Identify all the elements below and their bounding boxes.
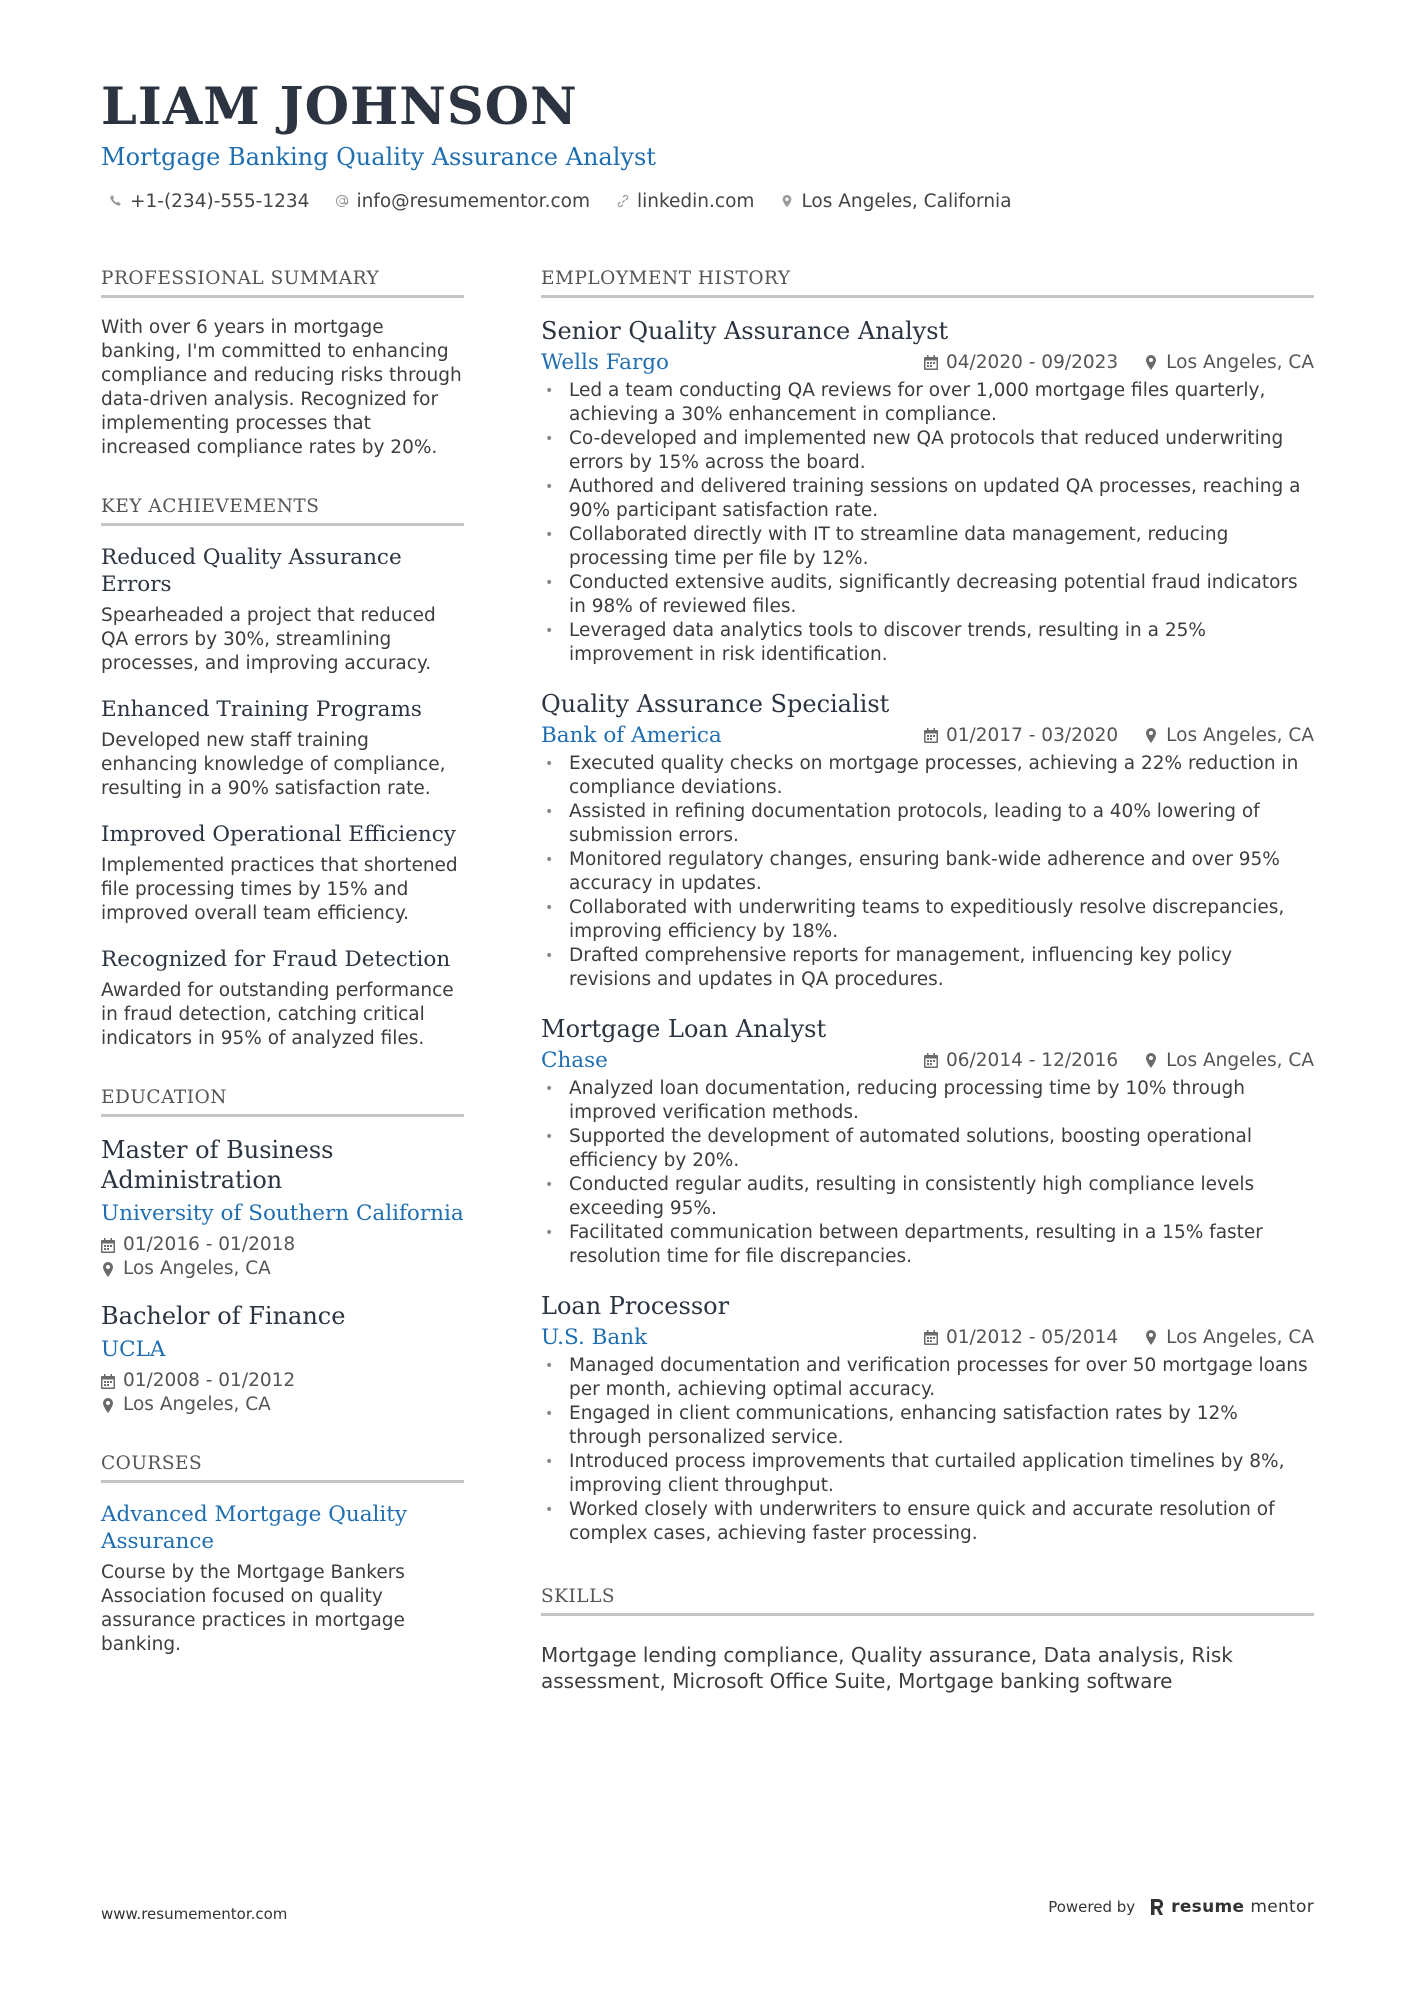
achievement-item bbox=[101, 946, 464, 1051]
map-pin-icon bbox=[1144, 728, 1158, 743]
calendar-icon bbox=[101, 1238, 115, 1253]
job-bullet: • Drafted comprehensive reports for management, influencing key policy revisions and updates in QA procedures. bbox=[541, 944, 1314, 992]
job-title: Senior Quality Assurance Analyst bbox=[541, 317, 949, 345]
achievement-text: Spearheaded a project that reduced QA errors by 30%, streamlining processes, and improving accuracy. bbox=[101, 605, 436, 674]
powered-by-label: Powered by bbox=[1048, 1898, 1136, 1916]
job-bullet: • Conducted regular audits, resulting in consistently high compliance levels exceeding 95%. bbox=[541, 1173, 1314, 1221]
education-heading: EDUCATION bbox=[101, 1087, 464, 1117]
achievement-item bbox=[101, 696, 464, 801]
right-column bbox=[541, 268, 1314, 1694]
calendar-icon bbox=[101, 1374, 115, 1389]
brand-light: mentor bbox=[1250, 1897, 1314, 1917]
resumementor-logo-icon bbox=[1149, 1898, 1165, 1916]
job-entry bbox=[541, 1291, 1314, 1546]
achievement-text: Awarded for outstanding performance in fraud detection, catching critical indicators in 95% of analyzed files. bbox=[101, 980, 454, 1049]
job-bullet: • Collaborated directly with IT to streamline data management, reducing processing time per file by 12%. bbox=[541, 523, 1314, 571]
job-bullet: • Introduced process improvements that curtailed application timelines by 8%, improving client throughput. bbox=[541, 1450, 1314, 1498]
calendar-icon bbox=[924, 1053, 938, 1068]
link-icon bbox=[616, 194, 630, 208]
education-degree: Bachelor of Finance bbox=[101, 1302, 346, 1330]
achievement-item bbox=[101, 544, 464, 676]
footer-website[interactable]: www.resumementor.com bbox=[101, 1905, 288, 1923]
job-location-text: Los Angeles, CA bbox=[1166, 725, 1314, 746]
achievement-text: Implemented practices that shortened file processing times by 15% and improved overall team efficiency. bbox=[101, 855, 458, 924]
job-location bbox=[1144, 1327, 1314, 1348]
job-dates bbox=[924, 352, 1118, 373]
contact-bar bbox=[101, 191, 1314, 212]
education-location bbox=[101, 1393, 464, 1417]
employment-heading: EMPLOYMENT HISTORY bbox=[541, 268, 1314, 298]
skills-text: Mortgage lending compliance, Quality assurance, Data analysis, Risk assessment, Microsoft Office Suite, Mortgage banking software bbox=[541, 1643, 1233, 1693]
achievement-item bbox=[101, 821, 464, 926]
job-dates-text: 01/2017 - 03/2020 bbox=[946, 725, 1119, 746]
job-title: Loan Processor bbox=[541, 1292, 730, 1320]
job-bullet: • Facilitated communication between departments, resulting in a 15% faster resolution time for file discrepancies. bbox=[541, 1221, 1314, 1269]
calendar-icon bbox=[924, 355, 938, 370]
brand-logo[interactable] bbox=[1149, 1897, 1314, 1917]
resume-page bbox=[101, 77, 1314, 1693]
calendar-icon bbox=[924, 1330, 938, 1345]
job-company: Wells Fargo bbox=[541, 350, 669, 375]
job-bullet: • Conducted extensive audits, significantly decreasing potential fraud indicators in 98% of reviewed files. bbox=[541, 571, 1314, 619]
job-company: Bank of America bbox=[541, 723, 722, 748]
education-item bbox=[101, 1301, 464, 1417]
job-bullet: • Leveraged data analytics tools to discover trends, resulting in a 25% improvement in risk identification. bbox=[541, 619, 1314, 667]
phone-text: +1-(234)-555-1234 bbox=[130, 190, 310, 212]
job-title: Mortgage Loan Analyst bbox=[541, 1015, 827, 1043]
job-entry bbox=[541, 316, 1314, 667]
job-bullet: • Co-developed and implemented new QA protocols that reduced underwriting errors by 15% across the board. bbox=[541, 427, 1314, 475]
map-pin-icon bbox=[101, 1398, 115, 1413]
candidate-name: LIAM JOHNSON bbox=[101, 77, 578, 137]
job-title: Quality Assurance Specialist bbox=[541, 690, 890, 718]
left-column bbox=[101, 268, 464, 1677]
map-pin-icon bbox=[1144, 1330, 1158, 1345]
summary-heading: PROFESSIONAL SUMMARY bbox=[101, 268, 464, 298]
job-dates bbox=[924, 1050, 1118, 1071]
job-company: U.S. Bank bbox=[541, 1325, 648, 1350]
education-dates bbox=[101, 1233, 464, 1257]
contact-location bbox=[780, 191, 1011, 212]
phone-icon bbox=[109, 194, 123, 208]
education-dates-text: 01/2016 - 01/2018 bbox=[123, 1234, 296, 1255]
job-bullet: • Assisted in refining documentation protocols, leading to a 40% lowering of submission errors. bbox=[541, 800, 1314, 848]
contact-email[interactable] bbox=[335, 191, 590, 212]
job-bullet: • Supported the development of automated solutions, boosting operational efficiency by 20%. bbox=[541, 1125, 1314, 1173]
map-pin-icon bbox=[1144, 355, 1158, 370]
achievements-heading: KEY ACHIEVEMENTS bbox=[101, 496, 464, 526]
achievement-text: Developed new staff training enhancing knowledge of compliance, resulting in a 90% satisfaction rate. bbox=[101, 730, 446, 799]
job-bullet: • Worked closely with underwriters to ensure quick and accurate resolution of complex cases, achieving faster processing. bbox=[541, 1498, 1314, 1546]
education-degree: Master of Business Administration bbox=[101, 1136, 334, 1194]
courses-heading: COURSES bbox=[101, 1453, 464, 1483]
job-entry bbox=[541, 1014, 1314, 1269]
map-pin-icon bbox=[780, 194, 794, 208]
course-item bbox=[101, 1501, 464, 1657]
job-location-text: Los Angeles, CA bbox=[1166, 1050, 1314, 1071]
job-location bbox=[1144, 1050, 1314, 1071]
education-item bbox=[101, 1135, 464, 1281]
education-location-text: Los Angeles, CA bbox=[123, 1394, 271, 1415]
education-school: UCLA bbox=[101, 1337, 166, 1362]
brand-bold: resume bbox=[1171, 1897, 1245, 1917]
job-company: Chase bbox=[541, 1048, 608, 1073]
job-location bbox=[1144, 352, 1314, 373]
education-location bbox=[101, 1257, 464, 1281]
job-dates-text: 01/2012 - 05/2014 bbox=[946, 1327, 1119, 1348]
linkedin-text: linkedin.com bbox=[636, 190, 755, 212]
job-bullet: • Executed quality checks on mortgage processes, achieving a 22% reduction in compliance deviations. bbox=[541, 752, 1314, 800]
map-pin-icon bbox=[101, 1262, 115, 1277]
course-title: Advanced Mortgage Quality Assurance bbox=[101, 1502, 408, 1554]
job-bullets bbox=[541, 1354, 1314, 1546]
achievement-title: Reduced Quality Assurance Errors bbox=[101, 545, 402, 597]
contact-phone[interactable] bbox=[109, 191, 309, 212]
calendar-icon bbox=[924, 728, 938, 743]
map-pin-icon bbox=[1144, 1053, 1158, 1068]
education-school: University of Southern California bbox=[101, 1201, 464, 1226]
contact-linkedin[interactable] bbox=[616, 191, 754, 212]
job-bullet: • Collaborated with underwriting teams to expeditiously resolve discrepancies, improving efficiency by 18%. bbox=[541, 896, 1314, 944]
job-entry bbox=[541, 689, 1314, 992]
job-bullet: • Analyzed loan documentation, reducing processing time by 10% through improved verification methods. bbox=[541, 1077, 1314, 1125]
education-dates-text: 01/2008 - 01/2012 bbox=[123, 1370, 296, 1391]
job-bullets bbox=[541, 752, 1314, 992]
job-location bbox=[1144, 725, 1314, 746]
candidate-title: Mortgage Banking Quality Assurance Analyst bbox=[101, 142, 656, 171]
summary-text: With over 6 years in mortgage banking, I'm committed to enhancing compliance and reducing risks through data-driven analysis. Recognized for implementing processes that increased compliance rates by 20%. bbox=[101, 317, 462, 458]
job-bullets bbox=[541, 1077, 1314, 1269]
location-text: Los Angeles, California bbox=[801, 190, 1012, 212]
at-icon bbox=[335, 194, 349, 208]
job-bullet: • Monitored regulatory changes, ensuring bank-wide adherence and over 95% accuracy in updates. bbox=[541, 848, 1314, 896]
job-bullet: • Led a team conducting QA reviews for over 1,000 mortgage files quarterly, achieving a 30% enhancement in compliance. bbox=[541, 379, 1314, 427]
job-location-text: Los Angeles, CA bbox=[1166, 1327, 1314, 1348]
achievement-title: Improved Operational Efficiency bbox=[101, 822, 456, 847]
course-text: Course by the Mortgage Bankers Association focused on quality assurance practices in mortgage banking. bbox=[101, 1562, 405, 1655]
job-dates bbox=[924, 1327, 1118, 1348]
education-location-text: Los Angeles, CA bbox=[123, 1258, 271, 1279]
job-bullet: • Engaged in client communications, enhancing satisfaction rates by 12% through personalized service. bbox=[541, 1402, 1314, 1450]
footer-branding bbox=[1048, 1897, 1314, 1917]
achievement-title: Enhanced Training Programs bbox=[101, 697, 422, 722]
job-bullet: • Authored and delivered training sessions on updated QA processes, reaching a 90% participant satisfaction rate. bbox=[541, 475, 1314, 523]
skills-heading: SKILLS bbox=[541, 1586, 1314, 1616]
education-dates bbox=[101, 1369, 464, 1393]
job-dates-text: 04/2020 - 09/2023 bbox=[946, 352, 1119, 373]
achievement-title: Recognized for Fraud Detection bbox=[101, 947, 451, 972]
email-text: info@resumementor.com bbox=[356, 190, 590, 212]
job-dates-text: 06/2014 - 12/2016 bbox=[946, 1050, 1119, 1071]
job-bullets bbox=[541, 379, 1314, 667]
job-bullet: • Managed documentation and verification processes for over 50 mortgage loans per month, achieving optimal accuracy. bbox=[541, 1354, 1314, 1402]
job-location-text: Los Angeles, CA bbox=[1166, 352, 1314, 373]
job-dates bbox=[924, 725, 1118, 746]
